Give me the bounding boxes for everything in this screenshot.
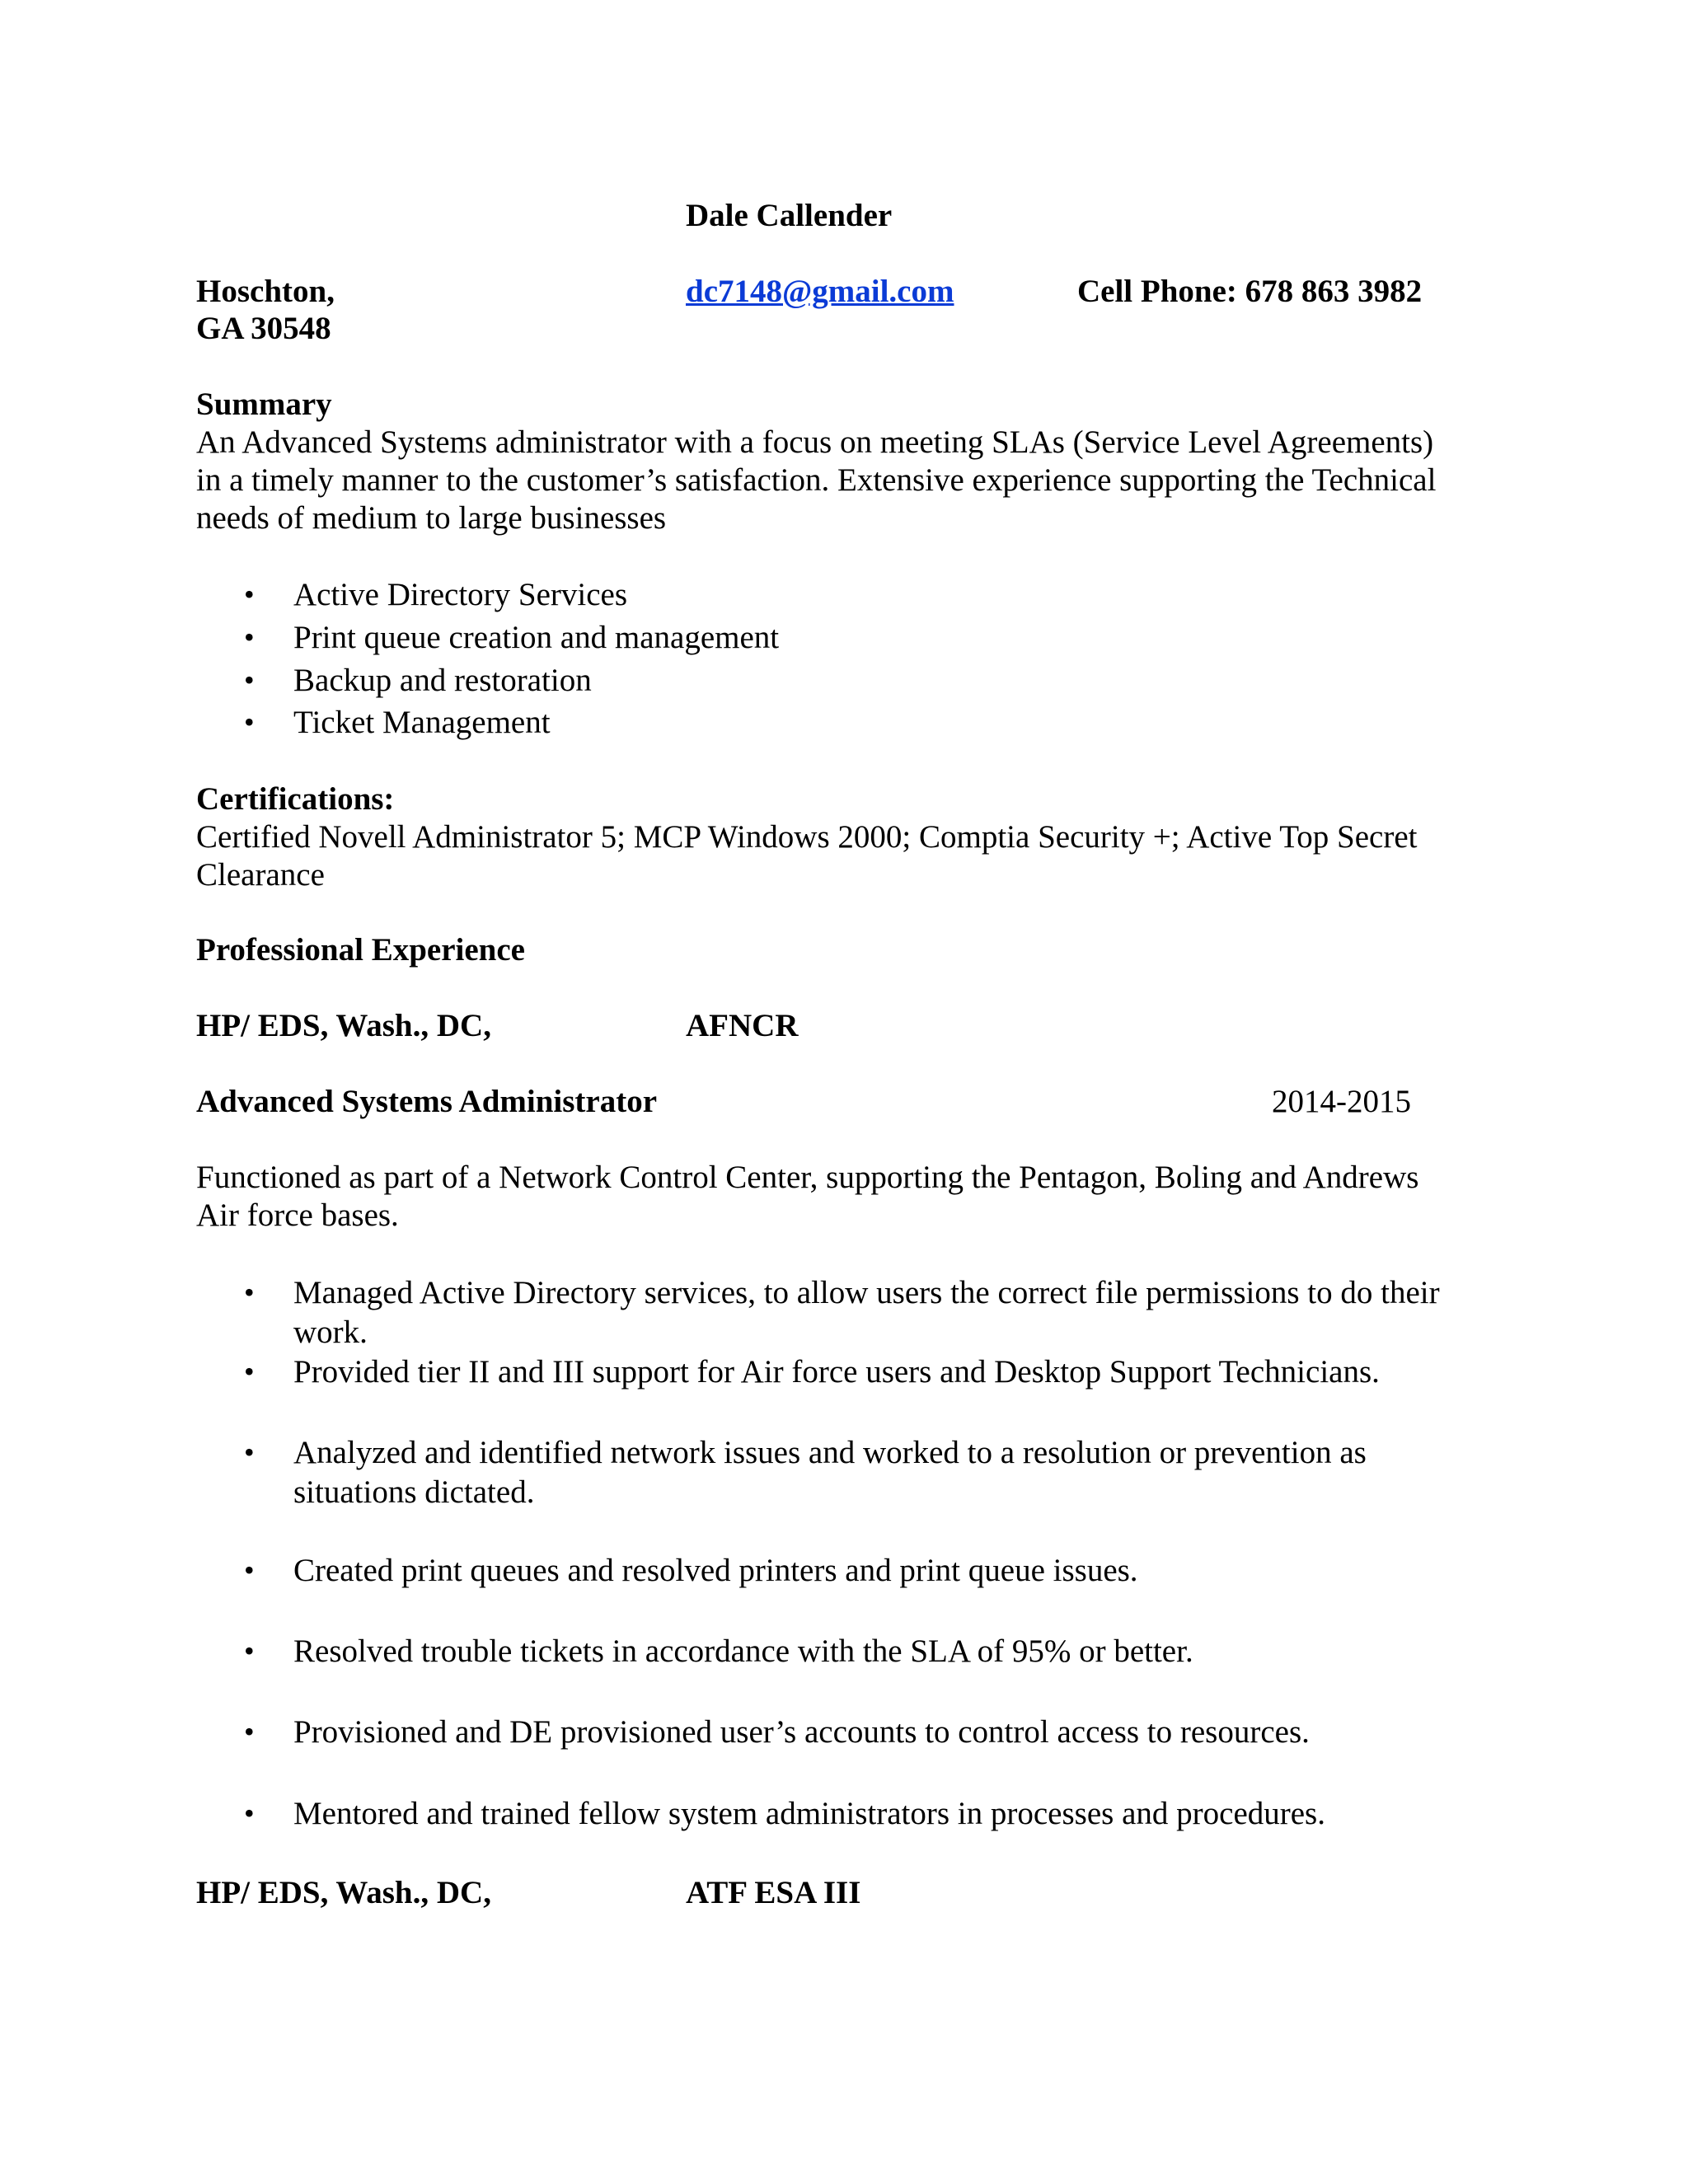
bullet-icon: •	[244, 1276, 255, 1309]
job1-dates: 2014-2015	[1272, 1084, 1411, 1119]
certifications-line: Certified Novell Administrator 5; MCP Windows 2000; Comptia Security +; Active Top Secret	[196, 819, 1418, 855]
summary-line: in a timely manner to the customer’s satisfaction. Extensive experience supporting the Technical	[196, 462, 1437, 498]
job1-duty: Created print queues and resolved printers and print queue issues.	[293, 1553, 1138, 1588]
skill-item: Print queue creation and management	[293, 620, 780, 655]
job1-client: AFNCR	[686, 1008, 799, 1043]
bullet-icon: •	[244, 1634, 255, 1667]
job1-duty: Resolved trouble tickets in accordance with the SLA of 95% or better.	[293, 1633, 1193, 1669]
skill-item: Backup and restoration	[293, 663, 592, 698]
experience-heading: Professional Experience	[196, 932, 525, 968]
bullet-icon: •	[244, 578, 255, 611]
candidate-name: Dale Callender	[686, 198, 893, 233]
job2-client: ATF ESA III	[686, 1875, 861, 1910]
job1-duty: Provided tier II and III support for Air force users and Desktop Support Technicians.	[293, 1354, 1380, 1390]
job2-employer: HP/ EDS, Wash., DC,	[196, 1875, 491, 1910]
certifications-heading: Certifications:	[196, 781, 395, 817]
email-link[interactable]: dc7148@gmail.com	[686, 274, 954, 309]
summary-line: needs of medium to large businesses	[196, 500, 667, 536]
job1-description-line: Air force bases.	[196, 1197, 399, 1233]
bullet-icon: •	[244, 705, 255, 738]
bullet-icon: •	[244, 1797, 255, 1830]
skill-item: Ticket Management	[293, 705, 551, 740]
phone-number: Cell Phone: 678 863 3982	[1077, 274, 1423, 309]
summary-line: An Advanced Systems administrator with a focus on meeting SLAs (Service Level Agreements)	[196, 424, 1434, 460]
job1-duty: situations dictated.	[293, 1474, 535, 1510]
certifications-line: Clearance	[196, 857, 325, 893]
job1-duty: Analyzed and identified network issues and worked to a resolution or prevention as	[293, 1435, 1367, 1470]
address-state-zip: GA 30548	[196, 311, 331, 346]
bullet-icon: •	[244, 1554, 255, 1586]
address-city: Hoschton,	[196, 274, 335, 309]
summary-heading: Summary	[196, 387, 332, 422]
job1-description-line: Functioned as part of a Network Control Center, supporting the Pentagon, Boling and Andrews	[196, 1160, 1419, 1195]
skill-item: Active Directory Services	[293, 577, 628, 612]
bullet-icon: •	[244, 663, 255, 696]
bullet-icon: •	[244, 621, 255, 654]
bullet-icon: •	[244, 1436, 255, 1469]
job1-duty: Mentored and trained fellow system administrators in processes and procedures.	[293, 1796, 1325, 1831]
job1-duty: Provisioned and DE provisioned user’s accounts to control access to resources.	[293, 1714, 1310, 1750]
job1-title: Advanced Systems Administrator	[196, 1084, 658, 1119]
job1-employer: HP/ EDS, Wash., DC,	[196, 1008, 491, 1043]
job1-duty: Managed Active Directory services, to allow users the correct file permissions to do their	[293, 1275, 1440, 1310]
bullet-icon: •	[244, 1355, 255, 1388]
job1-duty: work.	[293, 1315, 368, 1350]
bullet-icon: •	[244, 1715, 255, 1748]
